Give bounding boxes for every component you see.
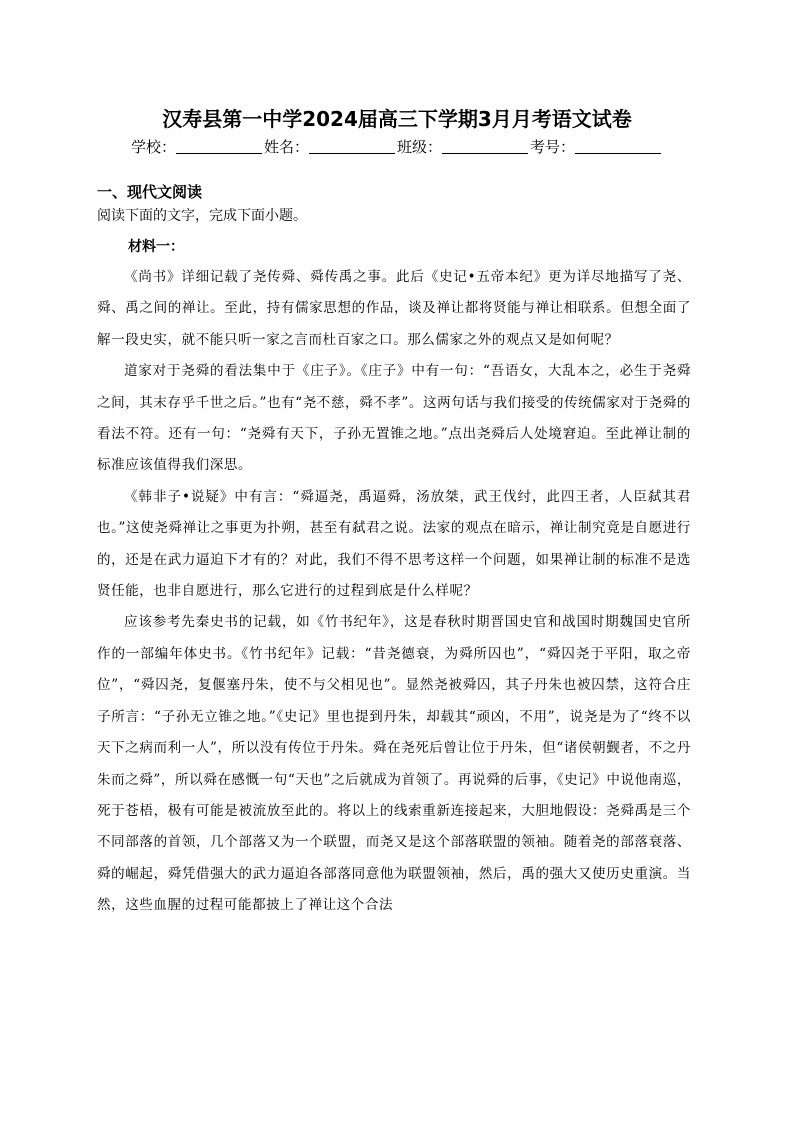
passage-paragraph: 《韩非子•说疑》中有言：“舜逼尧，禹逼舜，汤放桀，武王伐纣，此四王者，人臣弑其君也。”这使尧舜禅让之事更为扑朔，甚至有弑君之说。法家的观点在暗示，禅让制究竟是自愿进行的，还是在武力逼迫下才有的？对此，我们不得不思考这样一个问题，如果禅让制的标准不是选贤任能，也非自愿进行，那么它进行的过程到底是什么样呢？ [97, 488, 691, 600]
class-blank [442, 139, 528, 154]
name-blank [309, 139, 395, 154]
student-info-line [0, 136, 794, 157]
name-label: 姓名： [263, 138, 309, 156]
passage-paragraph: 《尚书》详细记载了尧传舜、舜传禹之事。此后《史记•五帝本纪》更为详尽地描写了尧、舜、禹之间的禅让。至此，持有儒家思想的作品，谈及禅让都将贤能与禅让相联系。但想全面了解一段史实，就不能只听一家之言而杜百家之口。那么儒家之外的观点又是如何呢？ [97, 269, 691, 348]
exam-title: 汉寿县第一中学2024届高三下学期3月月考语文试卷 [162, 107, 632, 131]
school-blank [176, 139, 262, 154]
reading-instruction: 阅读下面的文字，完成下面小题。 [97, 208, 307, 224]
passage-body [97, 262, 691, 922]
material-one-label: 材料一： [128, 239, 184, 255]
school-label: 学校： [130, 138, 176, 156]
exam-number-label: 考号： [530, 138, 576, 156]
section-heading: 一、现代文阅读 [97, 183, 203, 201]
passage-paragraph: 应该参考先秦史书的记载，如《竹书纪年》，这是春秋时期晋国史官和战国时期魏国史官所作的一部编年体史书。《竹书纪年》记载：“昔尧德衰，为舜所囚也”，“舜囚尧于平阳，取之帝位”，“舜囚尧，复偃塞丹朱，使不与父相见也”。显然尧被舜囚，其子丹朱也被囚禁，这符合庄子所言：“子孙无立锥之地。”《史记》里也提到丹朱，却载其“顽凶，不用”，说尧是为了“终不以天下之病而利一人”，所以没有传位于丹朱。舜在尧死后曾让位于丹朱，但“诸侯朝觐者，不之丹朱而之舜”，所以舜在感慨一句“天也”之后就成为首领了。再说舜的后事，《史记》中说他南巡，死于苍梧，极有可能是被流放至此的。将以上的线索重新连接起来，大胆地假设：尧舜禹是三个不同部落的首领，几个部落又为一个联盟，而尧又是这个部落联盟的领袖。随着尧的部落衰落、舜的崛起，舜凭借强大的武力逼迫各部落同意他为联盟领袖，然后，禹的强大又使历史重演。当然，这些血腥的过程可能都披上了禅让这个合法 [97, 614, 691, 914]
passage-paragraph: 道家对于尧舜的看法集中于《庄子》。《庄子》中有一句：“吾语女，大乱本之，必生于尧舜之间，其末存乎千世之后。”也有“尧不慈，舜不孝”。这两句话与我们接受的传统儒家对于尧舜的看法不符。还有一句：“尧舜有天下，子孙无置锥之地。”点出尧舜后人处境窘迫。至此禅让制的标准应该值得我们深思。 [97, 363, 691, 474]
class-label: 班级： [397, 138, 443, 156]
exam-number-blank [575, 139, 661, 154]
